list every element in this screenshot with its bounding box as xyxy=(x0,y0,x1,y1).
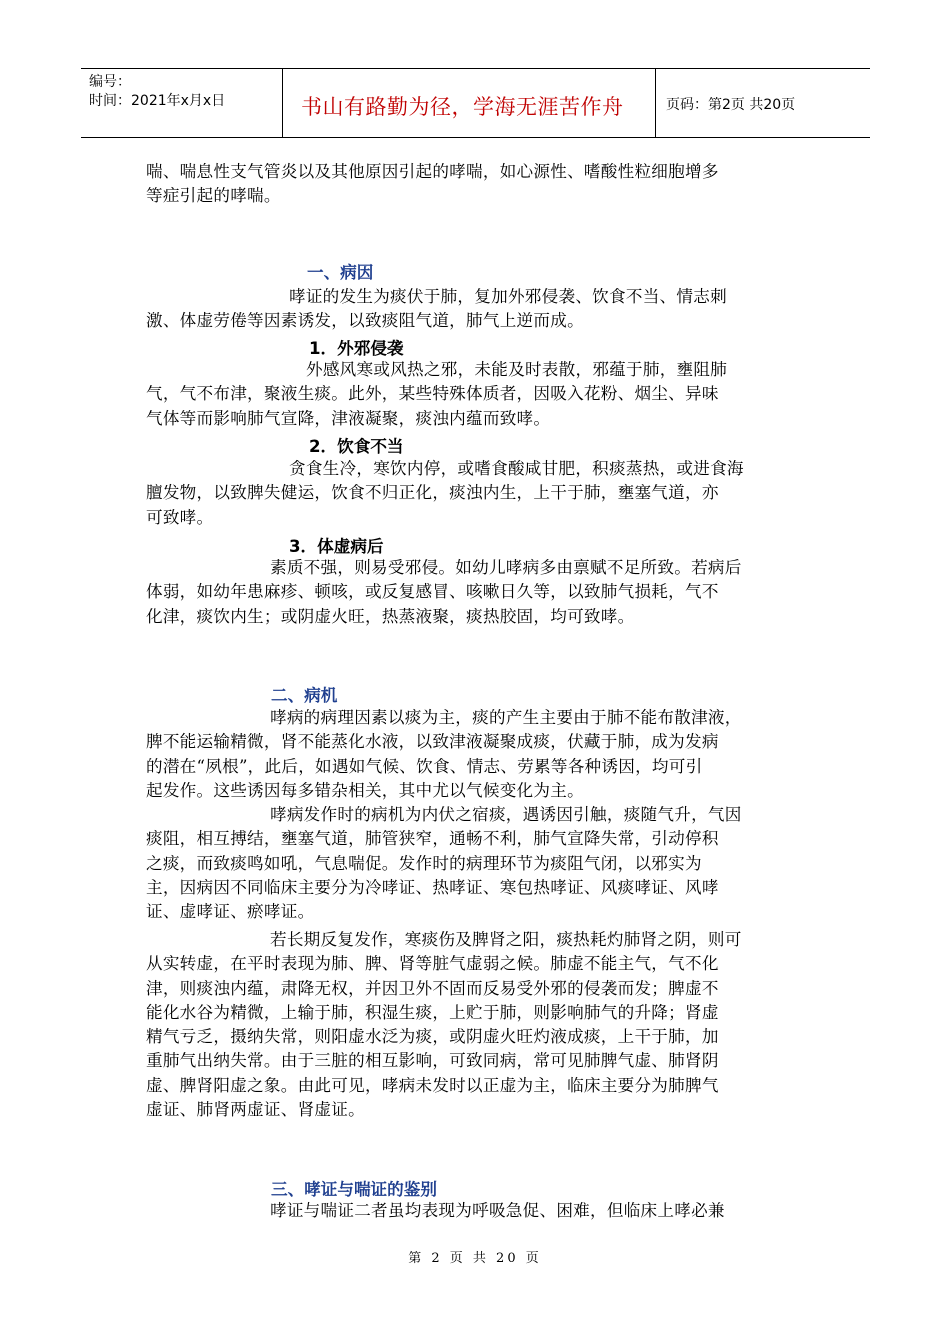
text-line: 哮证与喘证二者虽均表现为呼吸急促、困难，但临床上哮必兼 xyxy=(270,1201,725,1220)
section2-para3 xyxy=(146,928,806,1122)
text-line: 气体等而影响肺气宣降，津液凝聚，痰浊内蕴而致哮。 xyxy=(146,408,551,428)
header-motto-cell xyxy=(283,69,656,137)
subheading-external-pathogen: 1．外邪侵袭 xyxy=(309,339,404,358)
text-line: 激、体虚劳倦等因素诱发，以致痰阻气道，肺气上逆而成。 xyxy=(146,311,584,331)
sub2-paragraph xyxy=(146,457,806,530)
text-line: 气，气不布津，聚液生痰。此外，某些特殊体质者，因吸入花粉、烟尘、异味 xyxy=(146,384,719,404)
text-line: 化津，痰饮内生；或阴虚火旺，热蒸液聚，痰热胶固，均可致哮。 xyxy=(146,606,635,626)
date-text: 时间：2021年x月x日 xyxy=(89,93,226,109)
text-line: 的潜在“夙根”，此后，如遇如气候、饮食、情志、劳累等各种诱因，均可引 xyxy=(146,756,703,776)
sub1-paragraph xyxy=(146,358,806,431)
text-line: 痰阻，相互搏结，壅塞气道，肺管狭窄，通畅不利，肺气宣降失常，引动停积 xyxy=(146,829,719,849)
intro-paragraph xyxy=(146,160,806,209)
header-page-cell xyxy=(656,69,870,137)
serial-label: 编号： xyxy=(89,74,131,90)
section-heading-causes: 一、病因 xyxy=(307,263,374,282)
subheading-diet: 2．饮食不当 xyxy=(309,437,404,456)
text-line: 贪食生冷，寒饮内停，或嗜食酸咸甘肥，积痰蒸热，或进食海 xyxy=(289,459,744,478)
text-line: 起发作。这些诱因每多错杂相关，其中尤以气候变化为主。 xyxy=(146,780,584,800)
text-line: 之痰，而致痰鸣如吼，气息喘促。发作时的病理环节为痰阻气闭，以邪实为 xyxy=(146,853,702,873)
text-line: 哮病的病理因素以痰为主，痰的产生主要由于肺不能布散津液， xyxy=(270,708,742,727)
text-line: 若长期反复发作，寒痰伤及脾肾之阳，痰热耗灼肺肾之阴，则可 xyxy=(270,930,742,949)
page-footer: 第 2 页 共 20 页 xyxy=(408,1251,542,1266)
text-line: 等症引起的哮喘。 xyxy=(146,186,281,206)
text-line: 素质不强，则易受邪侵。如幼儿哮病多由禀赋不足所致。若病后 xyxy=(270,558,742,577)
text-line: 能化水谷为精微，上输于肺，积湿生痰，上贮于肺，则影响肺气的升降；肾虚 xyxy=(146,1002,719,1022)
text-line: 可致哮。 xyxy=(146,507,214,527)
subheading-weakness: 3．体虚病后 xyxy=(289,537,384,556)
text-line: 哮证的发生为痰伏于肺，复加外邪侵袭、饮食不当、情志刺 xyxy=(289,287,727,306)
text-line: 脾不能运输精微，肾不能蒸化水液，以致津液凝聚成痰，伏藏于肺，成为发病 xyxy=(146,732,719,752)
text-line: 虚、脾肾阳虚之象。由此可见，哮病未发时以正虚为主，临床主要分为肺脾气 xyxy=(146,1075,719,1095)
section1-intro xyxy=(146,285,806,334)
text-line: 津，则痰浊内蕴，肃降无权，并因卫外不固而反易受外邪的侵袭而发；脾虚不 xyxy=(146,978,719,998)
sub3-paragraph xyxy=(146,556,806,629)
header-info-cell xyxy=(81,69,283,137)
section-heading-differentiation: 三、哮证与喘证的鉴别 xyxy=(271,1180,437,1199)
text-line: 重肺气出纳失常。由于三脏的相互影响，可致同病，常可见肺脾气虚、肺肾阴 xyxy=(146,1051,719,1071)
page-info: 页码：第2页 共20页 xyxy=(666,97,796,113)
text-line: 精气亏乏，摄纳失常，则阳虚水泛为痰，或阴虚火旺灼液成痰，上干于肺，加 xyxy=(146,1027,719,1047)
text-line: 从实转虚，在平时表现为肺、脾、肾等脏气虚弱之候。肺虚不能主气，气不化 xyxy=(146,954,719,974)
section2-para1 xyxy=(146,706,806,803)
text-line: 外感风寒或风热之邪，未能及时表散，邪蕴于肺，壅阻肺 xyxy=(306,360,728,379)
text-line: 哮病发作时的病机为内伏之宿痰，遇诱因引触，痰随气升，气因 xyxy=(270,805,742,824)
section-heading-pathogenesis: 二、病机 xyxy=(271,686,338,705)
page-header xyxy=(81,68,870,138)
section3-paragraph xyxy=(146,1199,806,1223)
text-line: 喘、喘息性支气管炎以及其他原因引起的哮喘，如心源性、嗜酸性粒细胞增多 xyxy=(146,162,719,181)
text-line: 主，因病因不同临床主要分为冷哮证、热哮证、寒包热哮证、风痰哮证、风哮 xyxy=(146,877,719,897)
text-line: 虚证、肺肾两虚证、肾虚证。 xyxy=(146,1100,365,1120)
section2-para2 xyxy=(146,803,806,924)
motto-text: 书山有路勤为径，学海无涯苦作舟 xyxy=(301,95,624,119)
text-line: 体弱，如幼年患麻疹、顿咳，或反复感冒、咳嗽日久等，以致肺气损耗，气不 xyxy=(146,582,719,602)
text-line: 证、虚哮证、瘀哮证。 xyxy=(146,902,315,922)
text-line: 膻发物，以致脾失健运，饮食不归正化，痰浊内生，上干于肺，壅塞气道，亦 xyxy=(146,483,719,503)
